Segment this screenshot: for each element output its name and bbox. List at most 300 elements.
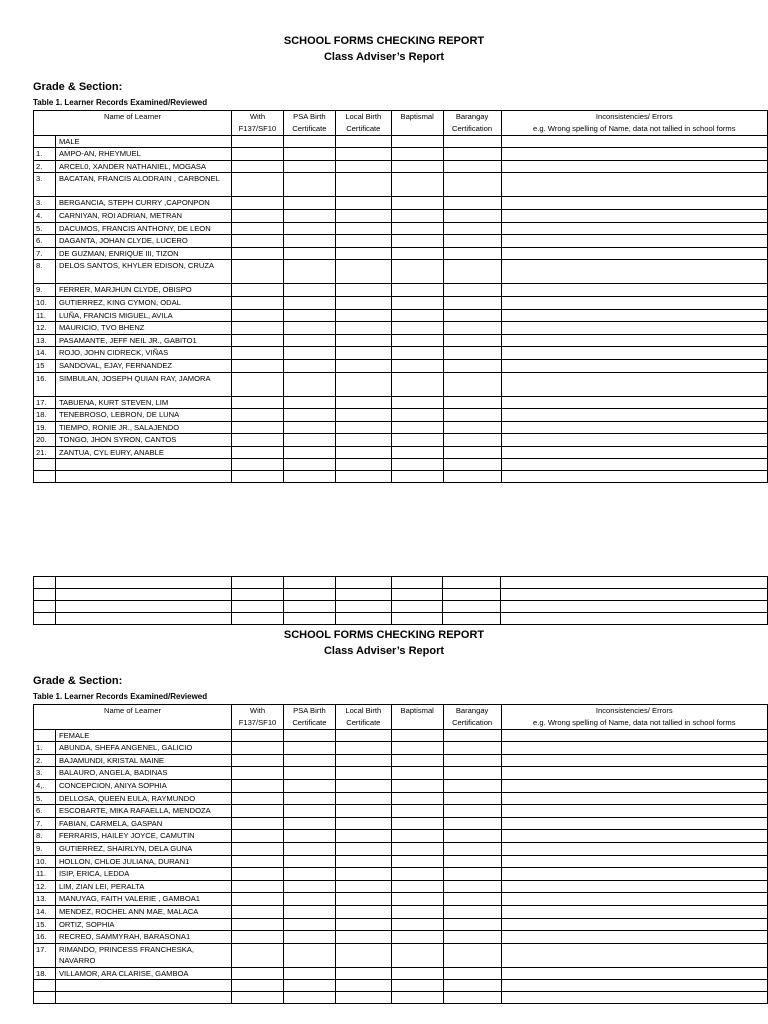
baptismal-cell: [391, 729, 443, 742]
baptismal-cell: [391, 446, 443, 459]
local-birth-cell: [335, 943, 391, 967]
with-f137-cell: [232, 792, 284, 805]
local-birth-cell: [335, 792, 391, 805]
table-row: [34, 197, 768, 210]
psa-cell: [283, 880, 335, 893]
baptismal-cell: [391, 235, 443, 248]
row-number: 16.: [34, 372, 56, 396]
inconsistencies-cell: [501, 918, 767, 931]
table-row: [34, 992, 768, 1004]
row-number: [34, 980, 56, 992]
row-number: 13.: [34, 893, 56, 906]
barangay-cell: [443, 967, 501, 980]
baptismal-cell: [391, 309, 443, 322]
learner-name: TIEMPO, RONIE JR., SALAJENDO: [55, 421, 231, 434]
baptismal-cell: [391, 247, 443, 260]
row-number: 11.: [34, 868, 56, 881]
row-number: 7.: [34, 247, 56, 260]
header-inconsistencies-title: Inconsistencies/ Errors: [595, 112, 673, 121]
barangay-cell: [443, 173, 501, 197]
psa-cell: [283, 589, 335, 601]
baptismal-cell: [391, 589, 443, 601]
baptismal-cell: [391, 434, 443, 447]
table-header-row: [34, 111, 768, 136]
baptismal-cell: [391, 322, 443, 335]
learner-name: TONGO, JHON SYRON, CANTOS: [55, 434, 231, 447]
header-barangay: Barangay Certification: [443, 705, 501, 730]
header-inconsistencies-title: Inconsistencies/ Errors: [595, 706, 673, 715]
row-number: 9.: [34, 284, 56, 297]
with-f137-cell: [232, 160, 284, 173]
table-row: [34, 754, 768, 767]
learner-name: SANDOVAL, EJAY, FERNANDEZ: [55, 359, 231, 372]
barangay-cell: [443, 148, 501, 161]
learner-name: AMPO-AN, RHEYMUEL: [55, 148, 231, 161]
inconsistencies-cell: [501, 893, 767, 906]
inconsistencies-cell: [501, 160, 767, 173]
local-birth-cell: [335, 309, 391, 322]
header-inconsistencies-note: e.g. Wrong spelling of Name, data not tallied in school forms: [533, 123, 736, 133]
psa-cell: [283, 754, 335, 767]
table-row: [34, 779, 768, 792]
local-birth-cell: [335, 459, 391, 471]
with-f137-cell: [232, 446, 284, 459]
barangay-cell: [443, 931, 501, 944]
learner-name: [55, 471, 231, 483]
with-f137-cell: [232, 779, 284, 792]
row-number: 3.: [34, 767, 56, 780]
inconsistencies-cell: [501, 322, 767, 335]
psa-cell: [283, 893, 335, 906]
local-birth-cell: [335, 805, 391, 818]
learner-name: TENEBROSO, LEBRON, DE LUNA: [55, 409, 231, 422]
psa-cell: [283, 173, 335, 197]
barangay-cell: [443, 235, 501, 248]
local-birth-cell: [335, 893, 391, 906]
inconsistencies-cell: [501, 792, 767, 805]
psa-cell: [283, 222, 335, 235]
table-row: [34, 235, 768, 248]
barangay-cell: [443, 421, 501, 434]
row-number: 5.: [34, 792, 56, 805]
inconsistencies-cell: [501, 334, 767, 347]
learner-name: FERRARIS, HAILEY JOYCE, CAMUTIN: [55, 830, 231, 843]
inconsistencies-cell: [501, 434, 767, 447]
learner-name: FERRER, MARJHUN CLYDE, OBISPO: [55, 284, 231, 297]
with-f137-cell: [232, 589, 284, 601]
with-f137-cell: [232, 729, 284, 742]
barangay-cell: [443, 396, 501, 409]
psa-cell: [283, 434, 335, 447]
baptismal-cell: [391, 459, 443, 471]
with-f137-cell: [232, 222, 284, 235]
local-birth-cell: [335, 396, 391, 409]
row-number: 14.: [34, 347, 56, 360]
table-row: [34, 446, 768, 459]
inconsistencies-cell: [501, 817, 767, 830]
barangay-cell: [443, 918, 501, 931]
table-caption: Table 1. Learner Records Examined/Reviewed: [33, 692, 208, 701]
row-number: 3.: [34, 197, 56, 210]
inconsistencies-cell: [501, 589, 768, 601]
psa-cell: [283, 980, 335, 992]
baptismal-cell: [391, 905, 443, 918]
with-f137-cell: [232, 893, 284, 906]
row-number: 17.: [34, 396, 56, 409]
learner-records-table-male: [33, 110, 768, 483]
with-f137-cell: [232, 742, 284, 755]
baptismal-cell: [391, 135, 443, 148]
inconsistencies-cell: [501, 992, 767, 1004]
inconsistencies-cell: [501, 446, 767, 459]
local-birth-cell: [335, 334, 391, 347]
table-row: [34, 742, 768, 755]
inconsistencies-cell: [501, 309, 767, 322]
inconsistencies-cell: [501, 613, 768, 625]
with-f137-cell: [232, 296, 284, 309]
psa-cell: [283, 817, 335, 830]
baptismal-cell: [391, 601, 443, 613]
barangay-cell: [443, 459, 501, 471]
learner-name: CARNIYAN, ROI ADRIAN, METRAN: [55, 209, 231, 222]
local-birth-cell: [335, 247, 391, 260]
table-row: [34, 434, 768, 447]
learner-name: BERGANCIA, STEPH CURRY ,CAPONPON: [55, 197, 231, 210]
learner-name: DELOS SANTOS, KHYLER EDISON, CRUZA: [55, 260, 231, 284]
baptismal-cell: [391, 918, 443, 931]
table-row: [34, 471, 768, 483]
with-f137-cell: [232, 601, 284, 613]
baptismal-cell: [391, 347, 443, 360]
table-row: [34, 577, 768, 589]
local-birth-cell: [335, 235, 391, 248]
row-number: 21.: [34, 446, 56, 459]
psa-cell: [283, 347, 335, 360]
barangay-cell: [443, 347, 501, 360]
group-label-row: [34, 135, 768, 148]
local-birth-cell: [335, 842, 391, 855]
psa-cell: [283, 296, 335, 309]
inconsistencies-cell: [501, 173, 767, 197]
barangay-cell: [443, 893, 501, 906]
with-f137-cell: [232, 880, 284, 893]
inconsistencies-cell: [501, 209, 767, 222]
baptismal-cell: [391, 992, 443, 1004]
barangay-cell: [443, 842, 501, 855]
psa-cell: [283, 334, 335, 347]
learner-name: RIMANDO, PRINCESS FRANCHESKA, NAVARRO: [55, 943, 231, 967]
baptismal-cell: [391, 372, 443, 396]
psa-cell: [283, 284, 335, 297]
table-row: [34, 322, 768, 335]
local-birth-cell: [335, 905, 391, 918]
inconsistencies-cell: [501, 148, 767, 161]
learner-name: ESCOBARTE, MIKA RAFAELLA, MENDOZA: [55, 805, 231, 818]
psa-cell: [283, 160, 335, 173]
baptismal-cell: [391, 409, 443, 422]
with-f137-cell: [232, 334, 284, 347]
row-number: 3.: [34, 173, 56, 197]
with-f137-cell: [232, 173, 284, 197]
learner-name: DACUMOS, FRANCIS ANTHONY, DE LEON: [55, 222, 231, 235]
row-number: 19.: [34, 421, 56, 434]
barangay-cell: [443, 409, 501, 422]
inconsistencies-cell: [501, 260, 767, 284]
local-birth-cell: [335, 931, 391, 944]
local-birth-cell: [335, 409, 391, 422]
baptismal-cell: [391, 980, 443, 992]
local-birth-cell: [335, 160, 391, 173]
with-f137-cell: [232, 967, 284, 980]
local-birth-cell: [335, 613, 391, 625]
with-f137-cell: [232, 359, 284, 372]
table-row: [34, 893, 768, 906]
table-row: [34, 613, 768, 625]
row-number: 16.: [34, 931, 56, 944]
local-birth-cell: [335, 589, 391, 601]
report-title: SCHOOL FORMS CHECKING REPORT: [283, 35, 485, 47]
with-f137-cell: [232, 830, 284, 843]
local-birth-cell: [335, 446, 391, 459]
baptismal-cell: [391, 742, 443, 755]
table-row: [34, 967, 768, 980]
local-birth-cell: [335, 148, 391, 161]
row-number: [34, 135, 56, 148]
learner-name: DE GUZMAN, ENRIQUE III, TIZON: [55, 247, 231, 260]
local-birth-cell: [335, 855, 391, 868]
psa-cell: [283, 830, 335, 843]
learner-name: LIM, ZIAN LEI, PERALTA: [55, 880, 231, 893]
barangay-cell: [443, 247, 501, 260]
local-birth-cell: [335, 284, 391, 297]
table-row: [34, 589, 768, 601]
psa-cell: [283, 235, 335, 248]
psa-cell: [283, 372, 335, 396]
table-row: [34, 284, 768, 297]
local-birth-cell: [335, 260, 391, 284]
table-row: [34, 347, 768, 360]
table-row: [34, 372, 768, 396]
with-f137-cell: [232, 992, 284, 1004]
psa-cell: [283, 409, 335, 422]
baptismal-cell: [391, 284, 443, 297]
barangay-cell: [443, 805, 501, 818]
local-birth-cell: [335, 767, 391, 780]
inconsistencies-cell: [501, 905, 767, 918]
learner-name: [55, 980, 231, 992]
barangay-cell: [443, 446, 501, 459]
table-row: [34, 209, 768, 222]
local-birth-cell: [335, 471, 391, 483]
inconsistencies-cell: [501, 729, 767, 742]
baptismal-cell: [391, 260, 443, 284]
barangay-cell: [443, 779, 501, 792]
with-f137-cell: [232, 347, 284, 360]
row-number: [34, 459, 56, 471]
table-row: [34, 817, 768, 830]
psa-cell: [283, 767, 335, 780]
barangay-cell: [443, 830, 501, 843]
psa-cell: [283, 421, 335, 434]
baptismal-cell: [391, 855, 443, 868]
learner-name: LUÑA, FRANCIS MIGUEL, AVILA: [55, 309, 231, 322]
psa-cell: [283, 855, 335, 868]
report-title: SCHOOL FORMS CHECKING REPORT: [283, 629, 485, 641]
inconsistencies-cell: [501, 247, 767, 260]
baptismal-cell: [391, 842, 443, 855]
row-number: 13.: [34, 334, 56, 347]
psa-cell: [283, 309, 335, 322]
learner-name: MANUYAG, FAITH VALERIE , GAMBOA1: [55, 893, 231, 906]
psa-cell: [283, 905, 335, 918]
header-psa: PSA Birth Certificate: [283, 111, 335, 136]
with-f137-cell: [232, 805, 284, 818]
local-birth-cell: [335, 880, 391, 893]
learner-name: DELLOSA, QUEEN EULA, RAYMUNDO: [55, 792, 231, 805]
psa-cell: [283, 868, 335, 881]
with-f137-cell: [232, 931, 284, 944]
with-f137-cell: [232, 209, 284, 222]
psa-cell: [283, 577, 335, 589]
psa-cell: [283, 943, 335, 967]
local-birth-cell: [335, 421, 391, 434]
local-birth-cell: [335, 359, 391, 372]
with-f137-cell: [232, 148, 284, 161]
local-birth-cell: [335, 372, 391, 396]
local-birth-cell: [335, 992, 391, 1004]
row-number: 4,.: [34, 779, 56, 792]
table-row: [34, 334, 768, 347]
row-number: [34, 992, 56, 1004]
barangay-cell: [443, 754, 501, 767]
row-number: [34, 589, 56, 601]
local-birth-cell: [335, 967, 391, 980]
baptismal-cell: [391, 805, 443, 818]
with-f137-cell: [232, 197, 284, 210]
barangay-cell: [443, 322, 501, 335]
inconsistencies-cell: [501, 409, 767, 422]
baptismal-cell: [391, 209, 443, 222]
report-subtitle: Class Adviser’s Report: [323, 51, 445, 63]
barangay-cell: [443, 296, 501, 309]
learner-name: [55, 613, 231, 625]
barangay-cell: [443, 471, 501, 483]
with-f137-cell: [232, 855, 284, 868]
local-birth-cell: [335, 434, 391, 447]
inconsistencies-cell: [501, 967, 767, 980]
table-row: [34, 792, 768, 805]
baptismal-cell: [391, 893, 443, 906]
table-row: [34, 980, 768, 992]
inconsistencies-cell: [501, 296, 767, 309]
learner-name: TABUENA, KURT STEVEN, LIM: [55, 396, 231, 409]
barangay-cell: [443, 589, 501, 601]
table-row: [34, 359, 768, 372]
row-number: 18.: [34, 409, 56, 422]
with-f137-cell: [232, 767, 284, 780]
baptismal-cell: [391, 754, 443, 767]
baptismal-cell: [391, 160, 443, 173]
local-birth-cell: [335, 347, 391, 360]
barangay-cell: [443, 209, 501, 222]
local-birth-cell: [335, 135, 391, 148]
inconsistencies-cell: [501, 842, 767, 855]
learner-name: ISIP, ERICA, LEDDA: [55, 868, 231, 881]
baptismal-cell: [391, 967, 443, 980]
baptismal-cell: [391, 334, 443, 347]
inconsistencies-cell: [501, 754, 767, 767]
psa-cell: [283, 322, 335, 335]
barangay-cell: [443, 880, 501, 893]
local-birth-cell: [335, 296, 391, 309]
local-birth-cell: [335, 754, 391, 767]
barangay-cell: [443, 792, 501, 805]
learner-name: [55, 589, 231, 601]
learner-name: [55, 992, 231, 1004]
learner-name: BAJAMUNDI, KRISTAL MAINE: [55, 754, 231, 767]
barangay-cell: [443, 817, 501, 830]
header-barangay: Barangay Certification: [443, 111, 501, 136]
psa-cell: [283, 260, 335, 284]
learner-name: HOLLON, CHLOE JULIANA, DURAN1: [55, 855, 231, 868]
baptismal-cell: [391, 396, 443, 409]
inconsistencies-cell: [501, 805, 767, 818]
row-number: 10.: [34, 855, 56, 868]
learner-name: MAURICIO, TVO BHENZ: [55, 322, 231, 335]
table-row: [34, 943, 768, 967]
row-number: 5.: [34, 222, 56, 235]
baptismal-cell: [391, 471, 443, 483]
inconsistencies-cell: [501, 471, 767, 483]
with-f137-cell: [232, 980, 284, 992]
inconsistencies-cell: [501, 779, 767, 792]
row-number: 8.: [34, 260, 56, 284]
table-row: [34, 842, 768, 855]
row-number: 18.: [34, 967, 56, 980]
inconsistencies-cell: [501, 235, 767, 248]
table-row: [34, 918, 768, 931]
local-birth-cell: [335, 980, 391, 992]
learner-name: ZANTUA, CYL EURY, ANABLE: [55, 446, 231, 459]
learner-name: [55, 601, 231, 613]
barangay-cell: [443, 992, 501, 1004]
barangay-cell: [443, 601, 501, 613]
baptismal-cell: [391, 296, 443, 309]
psa-cell: [283, 135, 335, 148]
with-f137-cell: [232, 577, 284, 589]
psa-cell: [283, 359, 335, 372]
local-birth-cell: [335, 817, 391, 830]
barangay-cell: [443, 729, 501, 742]
barangay-cell: [443, 260, 501, 284]
row-number: 12.: [34, 322, 56, 335]
inconsistencies-cell: [501, 359, 767, 372]
local-birth-cell: [335, 197, 391, 210]
barangay-cell: [443, 943, 501, 967]
table-row: [34, 601, 768, 613]
table-row: [34, 868, 768, 881]
continuation-blank-table: [33, 576, 768, 625]
table-row: [34, 260, 768, 284]
learner-name: ARCEL0, XANDER NATHANIEL, MOGASA: [55, 160, 231, 173]
row-number: 14.: [34, 905, 56, 918]
local-birth-cell: [335, 868, 391, 881]
learner-name: VILLAMOR, ARA CLARISE, GAMBOA: [55, 967, 231, 980]
psa-cell: [283, 805, 335, 818]
inconsistencies-cell: [501, 980, 767, 992]
barangay-cell: [443, 160, 501, 173]
inconsistencies-cell: [501, 372, 767, 396]
